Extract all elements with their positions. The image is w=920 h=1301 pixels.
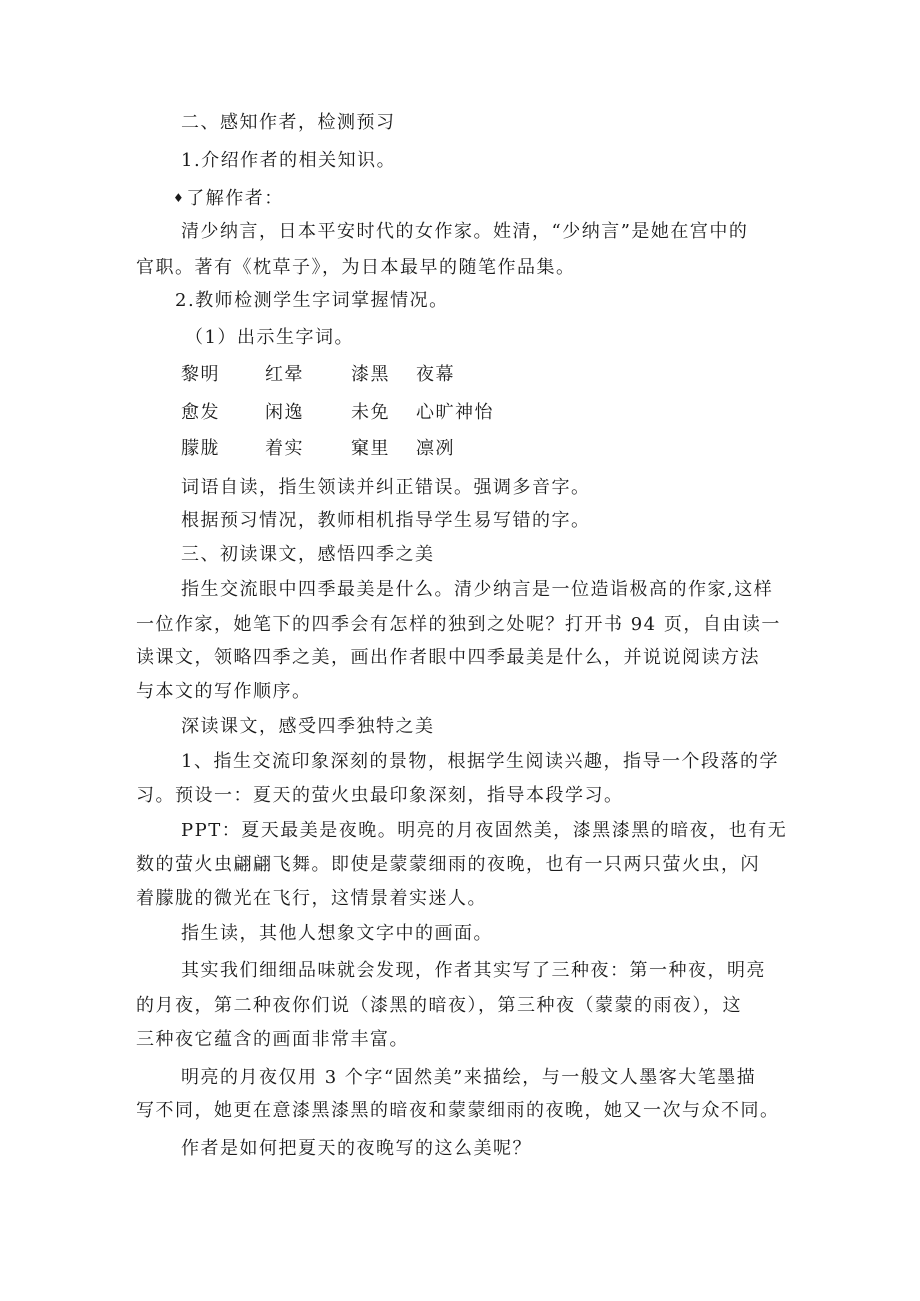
vocab-word: 着实 — [265, 438, 304, 459]
paragraph-line: 明亮的月夜仅用 3 个字“固然美”来描绘，与一般文人墨客大笔墨描 — [181, 1067, 757, 1088]
bullet-label: 了解作者： — [186, 188, 284, 209]
vocab-word: 愈发 — [181, 402, 220, 423]
item-1-text: 1.介绍作者的相关知识。 — [181, 150, 397, 171]
vocab-word: 朦胧 — [181, 438, 220, 459]
paragraph-line: 词语自读，指生领读并纠正错误。强调多音字。 — [181, 477, 591, 498]
paragraph-line: 习。预设一：夏天的萤火虫最印象深刻，指导本段学习。 — [136, 785, 624, 806]
section-heading-deep: 深读课文，感受四季独特之美 — [181, 716, 435, 737]
paragraph-line: 1、指生交流印象深刻的景物，根据学生阅读兴趣，指导一个段落的学 — [181, 751, 779, 772]
vocab-word: 未免 — [351, 402, 390, 423]
paragraph-line: 写不同，她更在意漆黑漆黑的暗夜和蒙蒙细雨的夜晚，她又一次与众不同。 — [136, 1100, 780, 1121]
paragraph-line: PPT：夏天最美是夜晚。明亮的月夜固然美，漆黑漆黑的暗夜，也有无 — [181, 820, 788, 841]
paragraph-line: 作者是如何把夏天的夜晚写的这么美呢？ — [181, 1138, 532, 1159]
vocab-word: 闲逸 — [265, 402, 304, 423]
paragraph-line: 指生读，其他人想象文字中的画面。 — [181, 923, 493, 944]
diamond-icon: ♦ — [173, 191, 186, 205]
paragraph-line: 其实我们细细品味就会发现，作者其实写了三种夜：第一种夜，明亮 — [181, 960, 766, 981]
item-2-text: 2.教师检测学生字词掌握情况。 — [175, 290, 449, 311]
vocab-word: 黎明 — [181, 364, 220, 385]
vocab-word: 心旷神怡 — [416, 402, 494, 423]
paragraph-line: 一位作家，她笔下的四季会有怎样的独到之处呢？打开书 94 页，自由读一 — [136, 614, 781, 635]
paragraph-line: 指生交流眼中四季最美是什么。清少纳言是一位造诣极高的作家,这样 — [181, 579, 774, 600]
vocab-word: 窠里 — [351, 438, 390, 459]
section-heading-2: 二、感知作者，检测预习 — [181, 112, 396, 133]
paragraph-line: 根据预习情况，教师相机指导学生易写错的字。 — [181, 510, 591, 531]
paragraph-line: 清少纳言，日本平安时代的女作家。姓清，“少纳言”是她在宫中的 — [181, 221, 749, 242]
paragraph-line: 三种夜它蕴含的画面非常丰富。 — [136, 1029, 409, 1050]
vocab-word: 红晕 — [265, 364, 304, 385]
paragraph-line: 与本文的写作顺序。 — [136, 681, 312, 702]
section-heading-3: 三、初读课文，感悟四季之美 — [181, 544, 435, 565]
item-2-sub-1: （1）出示生字词。 — [185, 327, 354, 348]
paragraph-line: 官职。著有《枕草子》，为日本最早的随笔作品集。 — [136, 257, 576, 278]
vocab-word: 凛冽 — [416, 438, 455, 459]
bullet-line — [173, 186, 284, 211]
paragraph-line: 的月夜，第二种夜你们说（漆黑的暗夜），第三种夜（蒙蒙的雨夜），这 — [136, 995, 742, 1016]
paragraph-line: 数的萤火虫翩翩飞舞。即使是蒙蒙细雨的夜晚，也有一只两只萤火虫，闪 — [136, 854, 760, 875]
paragraph-line: 读课文，领略四季之美，画出作者眼中四季最美是什么，并说说阅读方法 — [136, 647, 760, 668]
vocab-word: 夜幕 — [416, 364, 455, 385]
paragraph-line: 着朦胧的微光在飞行，这情景着实迷人。 — [136, 888, 487, 909]
vocab-word: 漆黑 — [351, 364, 390, 385]
